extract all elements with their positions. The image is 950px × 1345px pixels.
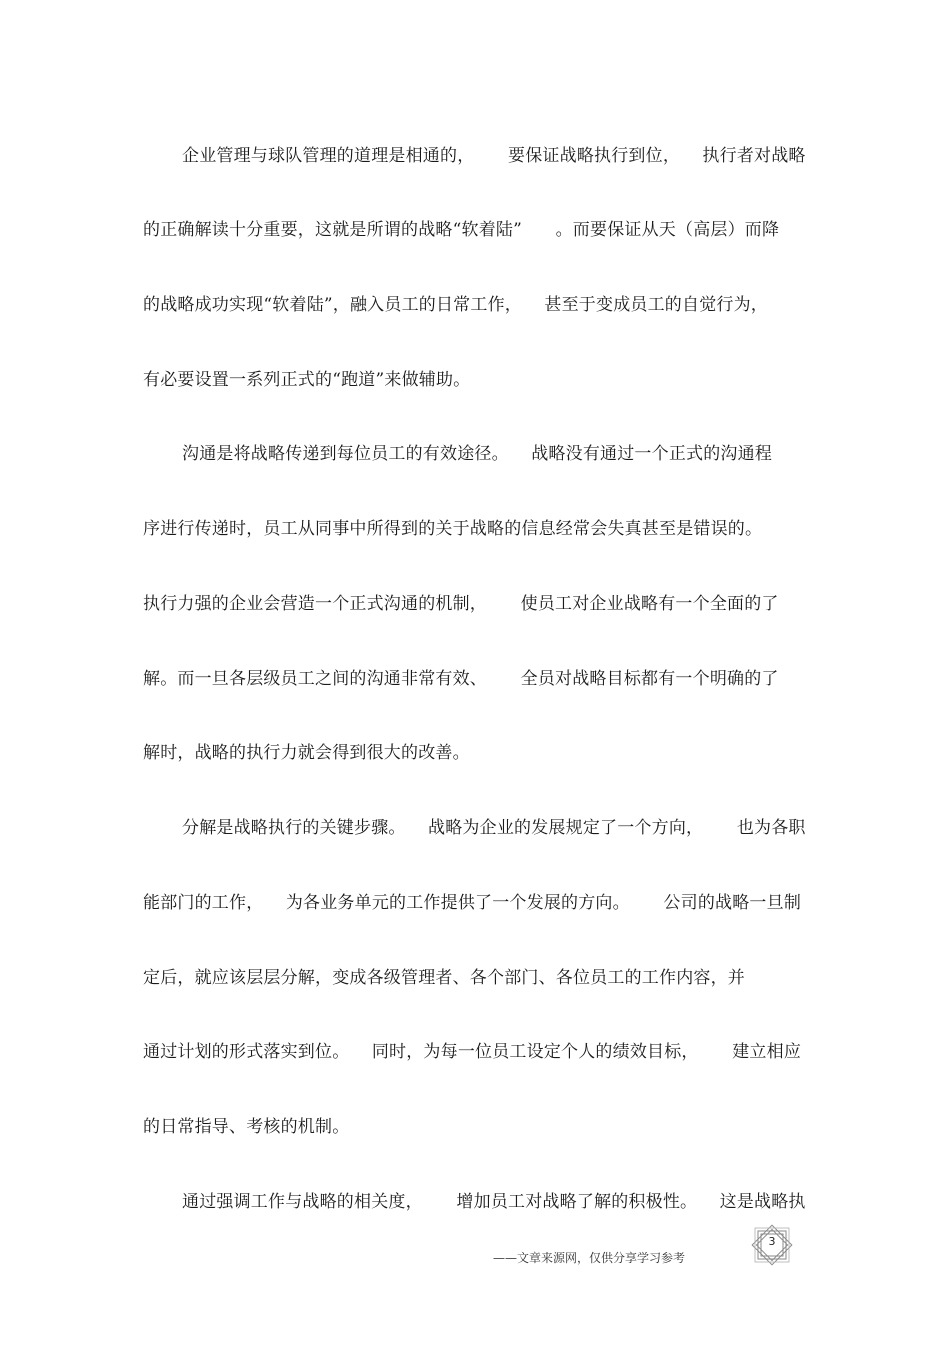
paragraph-2-line-5: 解时，战略的执行力就会得到很大的改善。 [143, 743, 470, 763]
paragraph-4-line-1: 通过强调工作与战略的相关度， 增加员工对战略了解的积极性。 这是战略执 [182, 1192, 806, 1212]
paragraph-1-line-3: 的战略成功实现“软着陆”，融入员工的日常工作， 甚至于变成员工的自觉行为， [143, 295, 768, 315]
paragraph-3-line-1: 分解是战略执行的关键步骤。 战略为企业的发展规定了一个方向， 也为各职 [182, 818, 806, 838]
page-number-badge [748, 1221, 796, 1269]
paragraph-1-line-2: 的正确解读十分重要，这就是所谓的战略“软着陆” 。而要保证从天（高层）而降 [143, 220, 780, 240]
paragraph-1-line-4: 有必要设置一系列正式的“跑道”来做辅助。 [143, 370, 471, 390]
paragraph-3-line-2: 能部门的工作， 为各业务单元的工作提供了一个发展的方向。 公司的战略一旦制 [143, 893, 802, 913]
paragraph-1-line-1: 企业管理与球队管理的道理是相通的， 要保证战略执行到位， 执行者对战略 [182, 146, 806, 166]
paragraph-2-line-1: 沟通是将战略传递到每位员工的有效途径。 战略没有通过一个正式的沟通程 [182, 444, 773, 464]
paragraph-3-line-4: 通过计划的形式落实到位。 同时，为每一位员工设定个人的绩效目标， 建立相应 [143, 1042, 802, 1062]
paragraph-2-line-2: 序进行传递时，员工从同事中所得到的关于战略的信息经常会失真甚至是错误的。 [143, 519, 763, 539]
footer-source-note: ——文章来源网，仅供分享学习参考 [493, 1251, 686, 1265]
paragraph-2-line-3: 执行力强的企业会营造一个正式沟通的机制， 使员工对企业战略有一个全面的了 [143, 594, 779, 614]
paragraph-2-line-4: 解。而一旦各层级员工之间的沟通非常有效、 全员对战略目标都有一个明确的了 [143, 669, 779, 689]
page-number: 3 [768, 1235, 776, 1248]
paragraph-3-line-5: 的日常指导、考核的机制。 [143, 1117, 350, 1137]
paragraph-3-line-3: 定后，就应该层层分解，变成各级管理者、各个部门、各位员工的工作内容，并 [143, 968, 745, 988]
